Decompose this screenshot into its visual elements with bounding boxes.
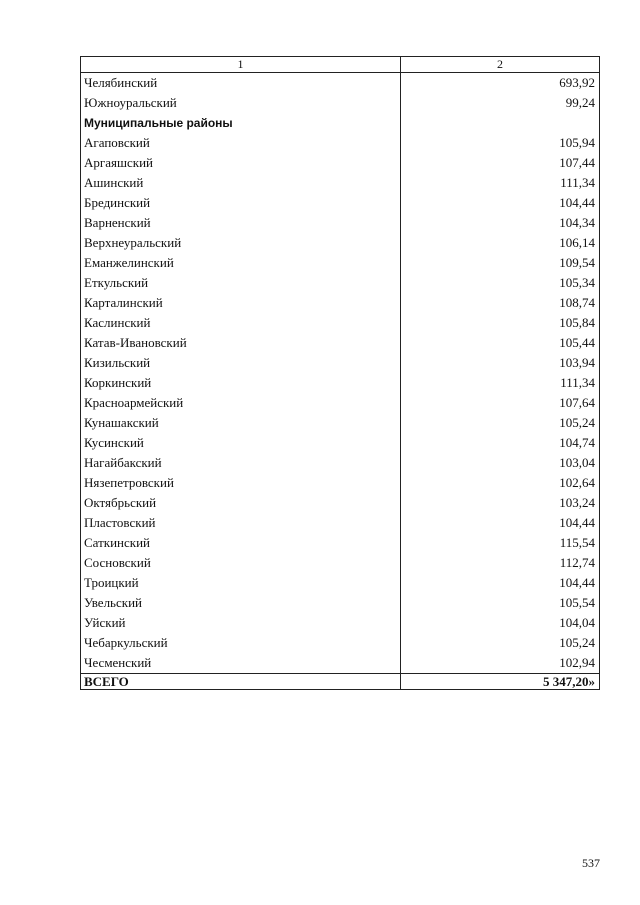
district-value: 111,34: [401, 373, 600, 393]
table-row: [81, 593, 600, 613]
district-value: 102,64: [401, 473, 600, 493]
district-name: Красноармейский: [81, 393, 401, 413]
district-name: Нагайбакский: [81, 453, 401, 473]
table-row: [81, 73, 600, 94]
district-name: Кусинский: [81, 433, 401, 453]
table-body: [81, 73, 600, 690]
table-row: [81, 533, 600, 553]
district-value: 107,44: [401, 153, 600, 173]
table-row: [81, 393, 600, 413]
table-row: [81, 413, 600, 433]
table-row: [81, 213, 600, 233]
table-row: [81, 433, 600, 453]
table-row: [81, 613, 600, 633]
table-row: [81, 153, 600, 173]
page-number: 537: [582, 856, 600, 870]
district-name: Пластовский: [81, 513, 401, 533]
section-label: Муниципальные районы: [81, 113, 401, 133]
district-value: 102,94: [401, 653, 600, 674]
district-value: 109,54: [401, 253, 600, 273]
district-name: Ашинский: [81, 173, 401, 193]
district-name: Брединский: [81, 193, 401, 213]
district-value: 111,34: [401, 173, 600, 193]
district-name: Аргаяшский: [81, 153, 401, 173]
header-row: [81, 57, 600, 73]
total-row: [81, 674, 600, 690]
district-name: Саткинский: [81, 533, 401, 553]
district-value: 105,54: [401, 593, 600, 613]
district-value: 107,64: [401, 393, 600, 413]
district-name: Верхнеуральский: [81, 233, 401, 253]
section-row: [81, 113, 600, 133]
table-row: [81, 193, 600, 213]
district-name: Варненский: [81, 213, 401, 233]
table-row: [81, 273, 600, 293]
district-value: 103,94: [401, 353, 600, 373]
table-row: [81, 493, 600, 513]
district-value: [401, 113, 600, 133]
table-row: [81, 353, 600, 373]
district-name: Каслинский: [81, 313, 401, 333]
column-header-2: 2: [401, 57, 600, 73]
district-name: Коркинский: [81, 373, 401, 393]
district-name: Увельский: [81, 593, 401, 613]
district-name: Уйский: [81, 613, 401, 633]
table-row: [81, 373, 600, 393]
district-name: Агаповский: [81, 133, 401, 153]
allocation-table: [80, 56, 600, 690]
district-value: 105,94: [401, 133, 600, 153]
table-row: [81, 333, 600, 353]
district-value: 105,44: [401, 333, 600, 353]
table-row: [81, 293, 600, 313]
district-name: Нязепетровский: [81, 473, 401, 493]
table-row: [81, 633, 600, 653]
district-value: 104,74: [401, 433, 600, 453]
column-header-1: 1: [81, 57, 401, 73]
district-value: 99,24: [401, 93, 600, 113]
district-value: 104,44: [401, 193, 600, 213]
district-name: Сосновский: [81, 553, 401, 573]
district-name: Еткульский: [81, 273, 401, 293]
table-row: [81, 573, 600, 593]
table-row: [81, 313, 600, 333]
district-value: 693,92: [401, 73, 600, 94]
district-name: Южноуральский: [81, 93, 401, 113]
district-value: 104,34: [401, 213, 600, 233]
district-name: Троицкий: [81, 573, 401, 593]
table-row: [81, 233, 600, 253]
district-name: Катав-Ивановский: [81, 333, 401, 353]
district-name: Чебаркульский: [81, 633, 401, 653]
table-row: [81, 253, 600, 273]
district-value: 105,34: [401, 273, 600, 293]
district-value: 104,04: [401, 613, 600, 633]
table-row: [81, 453, 600, 473]
district-name: Карталинский: [81, 293, 401, 313]
total-label: ВСЕГО: [81, 674, 401, 690]
district-value: 106,14: [401, 233, 600, 253]
district-value: 104,44: [401, 513, 600, 533]
district-name: Челябинский: [81, 73, 401, 94]
table-row: [81, 473, 600, 493]
district-name: Октябрьский: [81, 493, 401, 513]
district-name: Еманжелинский: [81, 253, 401, 273]
total-value: 5 347,20»: [401, 674, 600, 690]
table-row: [81, 513, 600, 533]
table-row: [81, 653, 600, 674]
district-name: Чесменский: [81, 653, 401, 674]
district-name: Кунашакский: [81, 413, 401, 433]
table-row: [81, 133, 600, 153]
district-value: 108,74: [401, 293, 600, 313]
district-value: 105,24: [401, 413, 600, 433]
district-value: 103,04: [401, 453, 600, 473]
district-value: 115,54: [401, 533, 600, 553]
district-value: 103,24: [401, 493, 600, 513]
district-name: Кизильский: [81, 353, 401, 373]
district-value: 104,44: [401, 573, 600, 593]
table-row: [81, 93, 600, 113]
district-value: 112,74: [401, 553, 600, 573]
table-row: [81, 173, 600, 193]
table-row: [81, 553, 600, 573]
district-value: 105,24: [401, 633, 600, 653]
district-value: 105,84: [401, 313, 600, 333]
